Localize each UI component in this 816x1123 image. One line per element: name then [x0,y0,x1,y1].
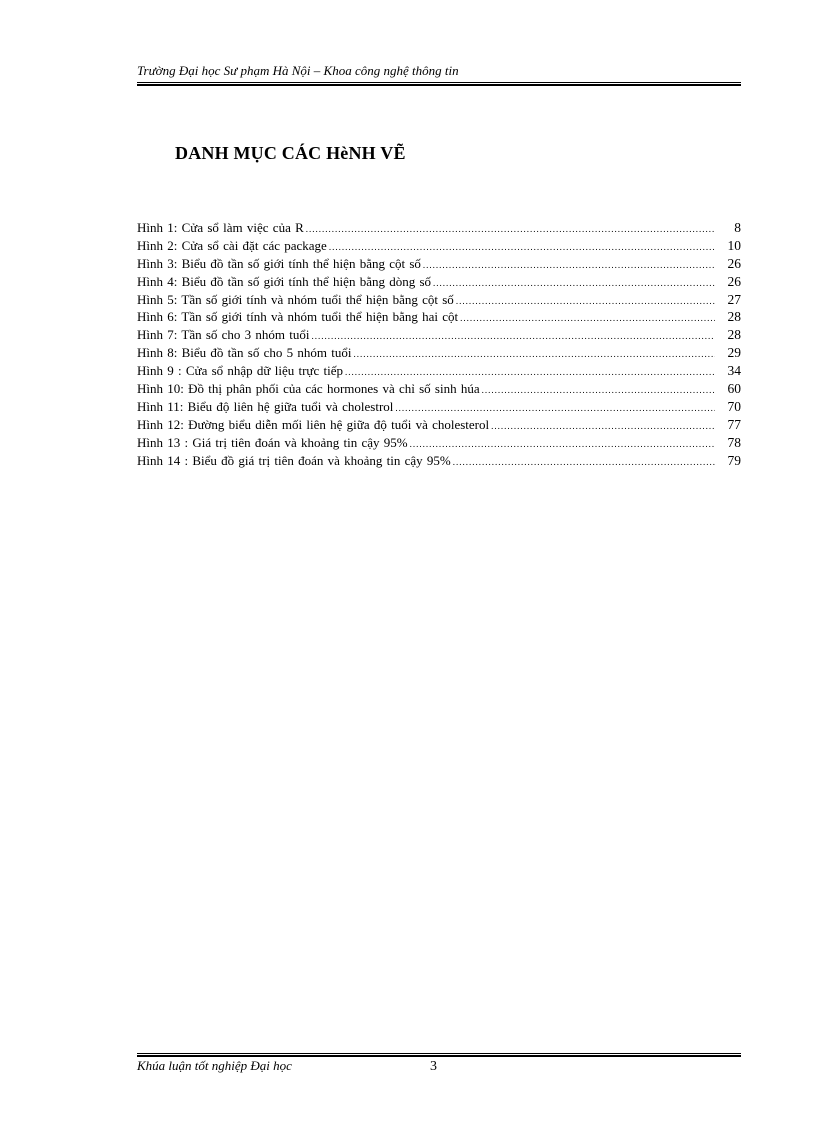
toc-entry-label: Hình 7: Tần số cho 3 nhóm tuổi [137,327,310,343]
toc-leader-dots [353,346,715,364]
toc-entry[interactable] [137,308,741,326]
header-rule [137,82,741,86]
toc-entry-label: Hình 9 : Cửa sổ nhập dữ liệu trực tiếp [137,363,343,379]
toc-entry-page: 70 [727,398,741,414]
toc-entry-label: Hình 10: Đồ thị phân phối của các hormones và chỉ số sinh húa [137,381,480,397]
toc-entry-label: Hình 1: Cửa sổ làm việc của R [137,220,304,235]
toc-entry[interactable] [137,380,741,398]
toc-entry-page: 8 [734,220,741,235]
toc-entry[interactable] [137,434,741,452]
toc-entry[interactable] [137,344,741,362]
page-number: 3 [430,1059,437,1074]
toc-leader-dots [482,382,715,400]
toc-entry-page: 78 [727,434,741,450]
toc-entry-label: Hình 3: Biểu đồ tần số giới tính thể hiện bằng cột số [137,255,421,271]
toc-entry-page: 29 [727,345,741,361]
toc-entry-page: 34 [727,363,741,379]
toc-entry-page: 26 [727,255,741,271]
toc-entry-page: 26 [727,273,741,289]
running-footer: Khúa luận tốt nghiệp Đại học [137,1058,292,1073]
toc-entry-page: 28 [727,327,741,343]
toc-entry[interactable] [137,273,741,291]
toc-leader-dots [410,436,715,454]
toc-leader-dots [312,328,715,346]
toc-entry-page: 10 [727,237,741,253]
toc-entry[interactable] [137,362,741,380]
toc-entry-page: 79 [727,452,741,468]
toc-entry-label: Hình 4: Biểu đồ tần số giới tính thể hiện bằng dòng số [137,273,432,289]
toc-entry-label: Hình 14 : Biểu đồ giá trị tiên đoán và khoảng tin cậy 95% [137,452,451,468]
toc-leader-dots [306,221,715,239]
toc-entry[interactable] [137,398,741,416]
toc-entry-page: 77 [727,416,741,432]
toc-leader-dots [453,454,715,472]
toc-entry-label: Hình 8: Biểu đồ tần số cho 5 nhóm tuổi [137,345,352,361]
toc-leader-dots [433,275,715,293]
toc-entry[interactable] [137,416,741,434]
toc-leader-dots [491,418,715,436]
toc-entry-label: Hình 11: Biểu độ liên hệ giữa tuổi và cholestrol [137,398,394,414]
toc-entry[interactable] [137,219,741,237]
footer-rule [137,1053,741,1057]
toc-entry[interactable] [137,326,741,344]
toc-leader-dots [460,310,715,328]
figure-list [137,219,741,469]
toc-leader-dots [456,293,715,311]
running-header: Trường Đại học Sư phạm Hà Nội – Khoa công nghệ thông tin [137,63,459,78]
toc-entry-page: 27 [727,291,741,307]
toc-entry-label: Hình 13 : Giá trị tiên đoán và khoảng tin cậy 95% [137,434,408,450]
toc-entry-label: Hình 5: Tần số giới tính và nhóm tuổi thể hiện bằng cột số [137,291,454,307]
toc-entry[interactable] [137,255,741,273]
toc-entry-page: 60 [727,381,741,397]
toc-entry[interactable] [137,291,741,309]
toc-leader-dots [423,257,715,275]
page-title: DANH MỤC CÁC HèNH VẼ [175,143,406,163]
toc-entry-label: Hình 2: Cửa sổ cài đặt các package [137,237,327,253]
toc-entry[interactable] [137,237,741,255]
toc-entry-page: 28 [727,309,741,325]
toc-entry[interactable] [137,452,741,470]
toc-entry-label: Hình 6: Tần số giới tính và nhóm tuổi thể hiện bằng hai cột [137,309,459,325]
toc-entry-label: Hình 12: Đường biểu diễn mối liên hệ giữa độ tuổi và cholesterol [137,416,490,432]
